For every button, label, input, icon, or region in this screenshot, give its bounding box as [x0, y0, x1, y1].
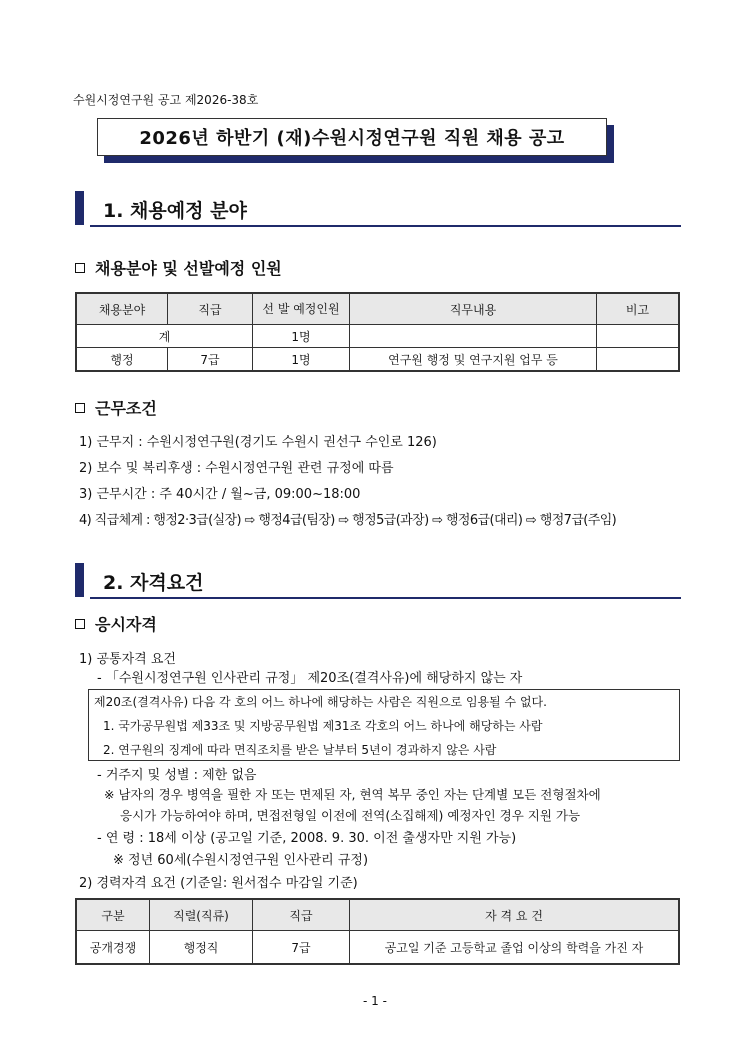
section-underline	[90, 597, 681, 599]
page-number: - 1 -	[363, 994, 387, 1008]
subsection-conditions	[75, 396, 157, 419]
career-table	[75, 898, 680, 965]
header-requirement: 자 격 요 건	[350, 899, 680, 931]
common-requirement-rule: - 「수원시정연구원 인사관리 규정」 제20조(결격사유)에 해당하지 않는 자	[97, 671, 523, 686]
cell-field: 행정	[76, 348, 168, 372]
checkbox-square-icon	[75, 619, 85, 629]
arrow-right-icon: ⇨	[525, 513, 537, 528]
table-total-row	[76, 325, 679, 348]
disqualification-heading: 제20조(결격사유) 다음 각 호의 어느 하나에 해당하는 사람은 직원으로 임용될 수 없다.	[94, 695, 547, 709]
subsection-recruit-title: 채용분야 및 선발예정 인원	[95, 259, 282, 278]
section1-title: 1. 채용예정 분야	[103, 200, 247, 222]
section-marker	[75, 563, 84, 597]
disqualification-box	[88, 689, 680, 761]
residence-gender: - 거주지 및 성별 : 제한 없음	[97, 768, 257, 783]
header-note: 비고	[597, 293, 680, 325]
disqualification-item: 2. 연구원의 징계에 따라 면직조치를 받은 날부터 5년이 경과하지 않은 사람	[103, 743, 497, 757]
notice-number: 수원시정연구원 공고 제2026-38호	[73, 93, 259, 107]
header-grade: 직급	[253, 899, 350, 931]
section-marker	[75, 191, 84, 225]
grade-step: 행정6급(대리)	[445, 513, 523, 528]
arrow-right-icon: ⇨	[244, 513, 255, 528]
cell-count: 1명	[253, 348, 350, 372]
section-underline	[90, 225, 681, 227]
condition-location: 1) 근무지 : 수원시정연구원(경기도 수원시 권선구 수인로 126)	[79, 435, 437, 450]
header-series: 직렬(직류)	[150, 899, 253, 931]
military-note-line2: 응시가 가능하여야 하며, 면접전형일 이전에 전역(소집해제) 예정자인 경우 지원 가능	[120, 808, 581, 823]
military-note-line1: ※ 남자의 경우 병역을 필한 자 또는 면제된 자, 현역 복무 중인 자는 단계별 모든 전형절차에	[104, 787, 601, 802]
grade-step: 행정5급(과장)	[352, 513, 429, 528]
condition-pay: 2) 보수 및 복리후생 : 수원시정연구원 관련 규정에 따름	[79, 461, 394, 476]
table-header-row	[76, 899, 679, 931]
page-title: 2026년 하반기 (재)수원시정연구원 직원 채용 공고	[97, 118, 607, 156]
table-header-row	[76, 293, 679, 325]
header-count	[253, 293, 350, 325]
table-row	[76, 348, 679, 372]
checkbox-square-icon	[75, 403, 85, 413]
subsection-conditions-title: 근무조건	[95, 399, 157, 418]
condition-hours: 3) 근무시간 : 주 40시간 / 월~금, 09:00~18:00	[79, 487, 361, 502]
subsection-eligibility	[75, 612, 157, 635]
header-type: 구분	[76, 899, 150, 931]
subsection-recruit	[75, 256, 282, 279]
disqualification-item: 1. 국가공무원법 제33조 및 지방공무원법 제31조 각호의 어느 하나에 해당하는 사람	[103, 719, 543, 733]
cell-note	[597, 348, 680, 372]
grade-step: 행정4급(팀장)	[258, 513, 335, 528]
header-duty: 직무내용	[350, 293, 597, 325]
section2-title: 2. 자격요건	[103, 572, 204, 594]
cell-grade: 7급	[253, 931, 350, 965]
subsection-eligibility-title: 응시자격	[95, 615, 157, 634]
total-duty	[350, 325, 597, 348]
cell-duty: 연구원 행정 및 연구지원 업무 등	[350, 348, 597, 372]
total-note	[597, 325, 680, 348]
checkbox-square-icon	[75, 263, 85, 273]
total-count: 1명	[253, 325, 350, 348]
total-label: 계	[76, 325, 253, 348]
condition-grade-system	[79, 509, 616, 528]
recruit-table	[75, 292, 680, 372]
arrow-right-icon: ⇨	[338, 513, 349, 528]
retirement-note: ※ 정년 60세(수원시정연구원 인사관리 규정)	[113, 853, 369, 868]
career-requirement-label: 2) 경력자격 요건 (기준일: 원서접수 마감일 기준)	[79, 876, 358, 891]
grade-system-label: 4) 직급체계 :	[79, 513, 154, 528]
arrow-right-icon: ⇨	[432, 513, 443, 528]
cell-type: 공개경쟁	[76, 931, 150, 965]
common-requirement-label: 1) 공통자격 요건	[79, 652, 176, 667]
cell-grade: 7급	[168, 348, 253, 372]
grade-step: 행정2·3급(실장)	[153, 513, 241, 528]
cell-series: 행정직	[150, 931, 253, 965]
age-requirement: - 연 령 : 18세 이상 (공고일 기준, 2008. 9. 30. 이전 출생자만 지원 가능)	[97, 831, 517, 846]
header-grade: 직급	[168, 293, 253, 325]
header-field: 채용분야	[76, 293, 168, 325]
header-count-label: 선 발 예정인원	[262, 302, 340, 316]
grade-step: 행정7급(주임)	[539, 513, 617, 528]
cell-requirement: 공고일 기준 고등학교 졸업 이상의 학력을 가진 자	[350, 931, 680, 965]
table-row	[76, 931, 679, 965]
